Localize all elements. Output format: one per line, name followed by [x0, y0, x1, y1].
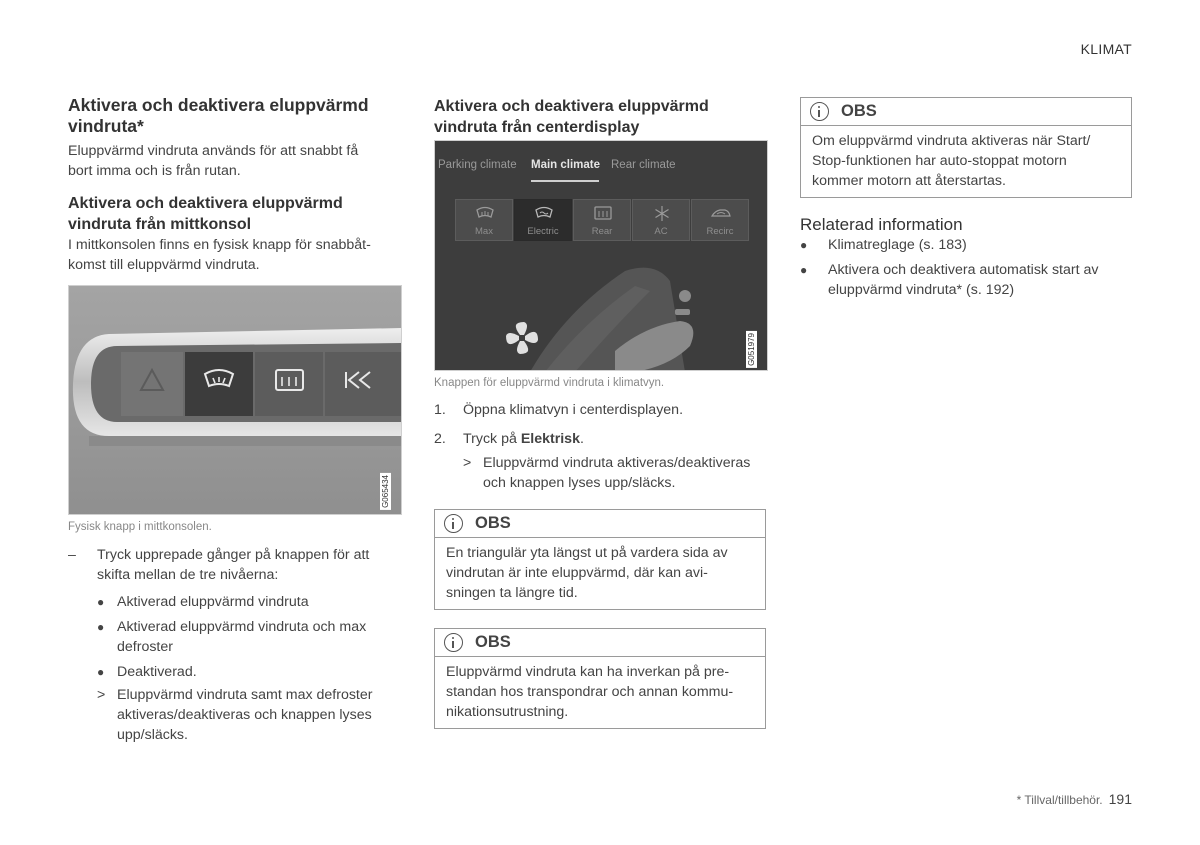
- tab-main-climate[interactable]: Main climate: [531, 159, 601, 171]
- button-label: Max: [475, 226, 493, 237]
- electric-windscreen-icon: [534, 206, 554, 221]
- bullet-text: Deaktiverad.: [117, 664, 197, 680]
- result-line: upp/släcks.: [117, 727, 188, 743]
- result-line: aktiveras/deaktiveras och knappen lyses: [117, 707, 372, 723]
- dash-text-line: skifta mellan de tre nivåerna:: [97, 567, 279, 583]
- subheading-line: Aktivera och deaktivera eluppvärmd: [434, 98, 709, 115]
- ac-button[interactable]: [632, 199, 690, 241]
- figure-caption: Knappen för eluppvärmd vindruta i klimatvyn.: [434, 377, 665, 389]
- step-text: Tryck på: [463, 431, 521, 447]
- rear-defrost-button[interactable]: [573, 199, 631, 241]
- subheading-centerdisplay: [434, 96, 766, 138]
- fan-icon: [506, 322, 538, 354]
- seat-fan-illustration: [435, 251, 768, 371]
- page-title: Aktivera och deaktivera eluppvärmd vindruta*: [68, 95, 369, 136]
- bullet-item: ● Deaktiverad.: [97, 662, 402, 682]
- active-tab-indicator: [531, 180, 599, 182]
- subheading-line: Aktivera och deaktivera eluppvärmd: [68, 195, 343, 212]
- related-link[interactable]: Aktivera och deaktivera automatisk start av: [828, 262, 1099, 278]
- obs-title: OBS: [475, 514, 511, 532]
- tab-rear-climate[interactable]: Rear climate: [611, 159, 676, 171]
- obs-header: [435, 510, 765, 538]
- step-item: [434, 429, 766, 449]
- related-heading: Relaterad information: [800, 215, 963, 234]
- obs-line: En triangulär yta längst ut på vardera sida av: [446, 545, 728, 561]
- info-icon: [444, 633, 463, 652]
- tab-parking-climate[interactable]: Parking climate: [438, 159, 517, 171]
- bullet-item: ● Aktiverad eluppvärmd vindruta och max defroster: [97, 617, 402, 657]
- console-paragraph: [68, 235, 403, 275]
- recirculation-icon: [711, 206, 731, 221]
- figure-code: G051979: [747, 333, 756, 366]
- button-label: AC: [654, 226, 668, 237]
- dash-text-line: Tryck upprepade gånger på knappen för att: [97, 547, 370, 563]
- obs-line: standan hos transpondrar och annan kommu-: [446, 684, 734, 700]
- obs-line: vindrutan är inte eluppvärmd, där kan avi-: [446, 565, 708, 581]
- obs-body: [801, 126, 1131, 199]
- max-defrost-button[interactable]: [455, 199, 513, 241]
- obs-line: nikationsutrustning.: [446, 704, 569, 720]
- result-line: och knappen lyses upp/släcks.: [483, 475, 676, 491]
- result-line: Eluppvärmd vindruta samt max defroster: [117, 687, 373, 703]
- obs-note-startstop: [800, 97, 1132, 198]
- obs-header: [435, 629, 765, 657]
- step-item: [434, 400, 766, 420]
- console-button-figure: [68, 285, 402, 515]
- obs-body: [435, 538, 765, 611]
- button-label: Recirc: [706, 226, 734, 237]
- result-item: [97, 685, 402, 745]
- climate-screen-figure: [434, 140, 768, 371]
- step-suffix: .: [579, 431, 584, 447]
- step-number: 1.: [434, 402, 446, 418]
- hazard-button: [121, 352, 183, 416]
- related-link[interactable]: Klimatreglage (s. 183): [828, 237, 967, 253]
- page-number: 191: [1108, 791, 1132, 807]
- intro-paragraph: [68, 141, 403, 181]
- obs-line: Stop-funktionen har auto-stoppat motorn: [812, 153, 1067, 169]
- recirc-button[interactable]: [691, 199, 749, 241]
- footnote: * Tillval/tillbehör.: [1016, 793, 1103, 807]
- obs-line: Om eluppvärmd vindruta aktiveras när Start/: [812, 133, 1091, 149]
- figure-code: G065434: [381, 475, 390, 508]
- obs-line: Eluppvärmd vindruta kan ha inverkan på pre-: [446, 664, 730, 680]
- rear-defrost-icon: [593, 206, 613, 221]
- footer: [1017, 791, 1132, 807]
- figure-caption: Fysisk knapp i mittkonsolen.: [68, 521, 212, 533]
- step-text: Öppna klimatvyn i centerdisplayen.: [463, 402, 684, 418]
- dash-list-item: [68, 545, 403, 585]
- related-link-item[interactable]: ● Aktivera och deaktivera automatisk start av eluppvärmd vindruta* (s. 192): [800, 260, 1132, 300]
- related-link[interactable]: eluppvärmd vindruta* (s. 192): [828, 282, 1015, 298]
- result-item: [463, 453, 768, 493]
- obs-title: OBS: [475, 633, 511, 651]
- electric-button[interactable]: [514, 199, 572, 241]
- button-label: Rear: [591, 226, 613, 237]
- result-marker: >: [463, 455, 472, 471]
- button-label: Electric: [527, 226, 559, 237]
- subheading-line: vindruta från mittkonsol: [68, 216, 252, 233]
- bullet-text: Aktiverad eluppvärmd vindruta och max: [117, 619, 367, 635]
- dash-marker: –: [68, 547, 76, 563]
- console-illustration: [69, 286, 402, 515]
- subheading-console: [68, 193, 403, 235]
- obs-body: [435, 657, 765, 730]
- related-link-item[interactable]: ● Klimatreglage (s. 183): [800, 235, 1132, 255]
- obs-line: sningen ta längre tid.: [446, 585, 578, 601]
- step-number: 2.: [434, 431, 446, 447]
- step-emphasis: Elektrisk: [520, 431, 580, 447]
- result-marker: >: [97, 687, 106, 703]
- bullet-text: Aktiverad eluppvärmd vindruta: [117, 594, 309, 610]
- subheading-line: vindruta från centerdisplay: [434, 119, 640, 136]
- section-label: KLIMAT: [1080, 41, 1132, 57]
- intro-line: bort imma och is från rutan.: [68, 163, 241, 179]
- climate-tabs: [435, 159, 767, 177]
- console-paragraph-line: komst till eluppvärmd vindruta.: [68, 257, 260, 273]
- obs-line: kommer motorn att återstartas.: [812, 173, 1006, 189]
- result-line: Eluppvärmd vindruta aktiveras/deaktiveras: [483, 455, 751, 471]
- obs-header: [801, 98, 1131, 126]
- obs-title: OBS: [841, 102, 877, 120]
- intro-line: Eluppvärmd vindruta används för att snabbt få: [68, 143, 359, 159]
- obs-note-transponder: [434, 628, 766, 729]
- info-icon: [810, 102, 829, 121]
- info-icon: [444, 514, 463, 533]
- ac-snowflake-icon: [652, 206, 672, 221]
- bullet-item: ● Aktiverad eluppvärmd vindruta: [97, 592, 402, 612]
- console-paragraph-line: I mittkonsolen finns en fysisk knapp för snabbåt-: [68, 237, 371, 253]
- bullet-text: defroster: [117, 639, 173, 655]
- max-defrost-icon: [475, 206, 495, 221]
- obs-note-triangle: [434, 509, 766, 610]
